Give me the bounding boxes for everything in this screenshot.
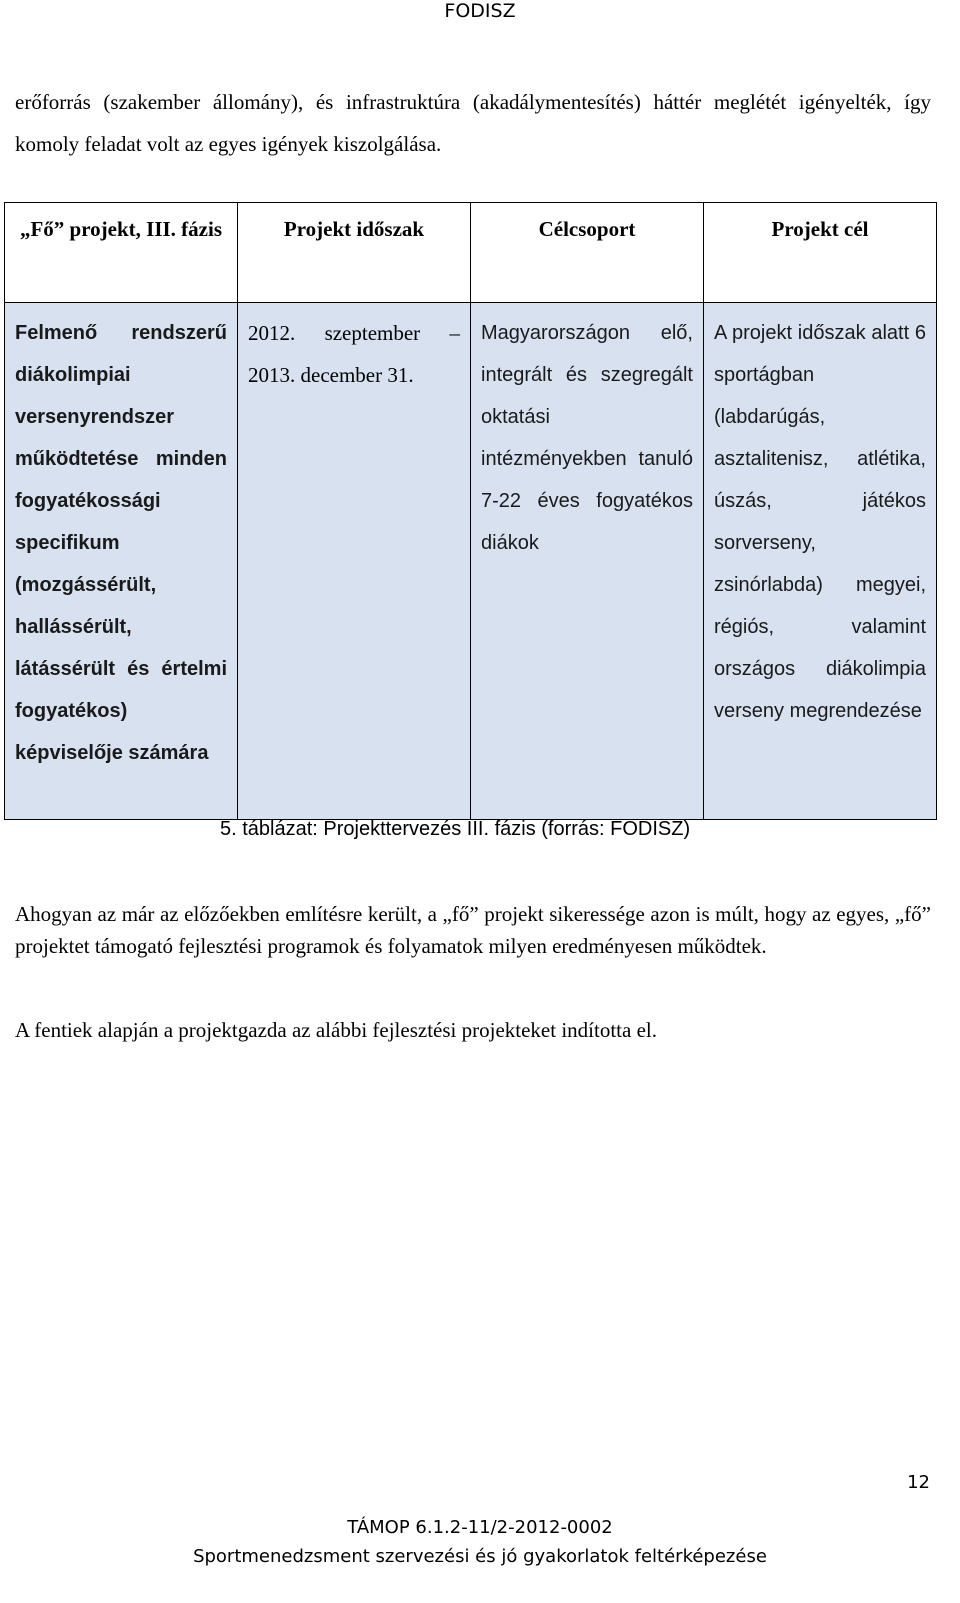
footer-project-code: TÁMOP 6.1.2-11/2-2012-0002 (347, 1517, 613, 1538)
cell-project: Felmenő rendszerű diákolimpiai versenyrendszer működtetése minden fogyatékossági specifikum (mozgássérült, hallássérült, látássérült és értelmi fogyatékos) képviselője számára (5, 303, 238, 820)
page-number: 12 (907, 1472, 930, 1493)
body-paragraph-2: A fentiek alapján a projektgazda az alábbi fejlesztési projekteket indította el. (15, 1018, 657, 1042)
table-header-row (5, 203, 937, 303)
page-header: FODISZ (444, 0, 516, 22)
header-period: Projekt időszak (238, 203, 471, 303)
table-caption: 5. táblázat: Projekttervezés III. fázis (forrás: FODISZ) (220, 818, 691, 840)
header-project: „Fő” projekt, III. fázis (5, 203, 238, 303)
cell-period: 2012. szeptember – 2013. december 31. (238, 303, 471, 820)
cell-target-group: Magyarországon elő, integrált és szegregált oktatási intézményekben tanuló 7-22 éves fogyatékos diákok (471, 303, 704, 820)
intro-paragraph: erőforrás (szakember állomány), és infrastruktúra (akadálymentesítés) háttér meglétét igényelték, így komoly feladat volt az egyes igények kiszolgálása. (15, 90, 931, 156)
table-row (5, 303, 937, 820)
header-target-group: Célcsoport (471, 203, 704, 303)
footer-title: Sportmenedzsment szervezési és jó gyakorlatok feltérképezése (193, 1546, 767, 1567)
cell-goal: A projekt időszak alatt 6 sportágban (labdarúgás, asztalitenisz, atlétika, úszás, játékos sorverseny, zsinórlabda) megyei, régiós, valamint országos diákolimpia verseny megrendezése (704, 303, 937, 820)
header-goal: Projekt cél (704, 203, 937, 303)
body-paragraph-1: Ahogyan az már az előzőekben említésre került, a „fő” projekt sikeressége azon is múlt, hogy az egyes, „fő” projektet támogató fejlesztési programok és folyamatok milyen eredményesen működtek. (15, 902, 931, 958)
project-table (4, 202, 937, 820)
